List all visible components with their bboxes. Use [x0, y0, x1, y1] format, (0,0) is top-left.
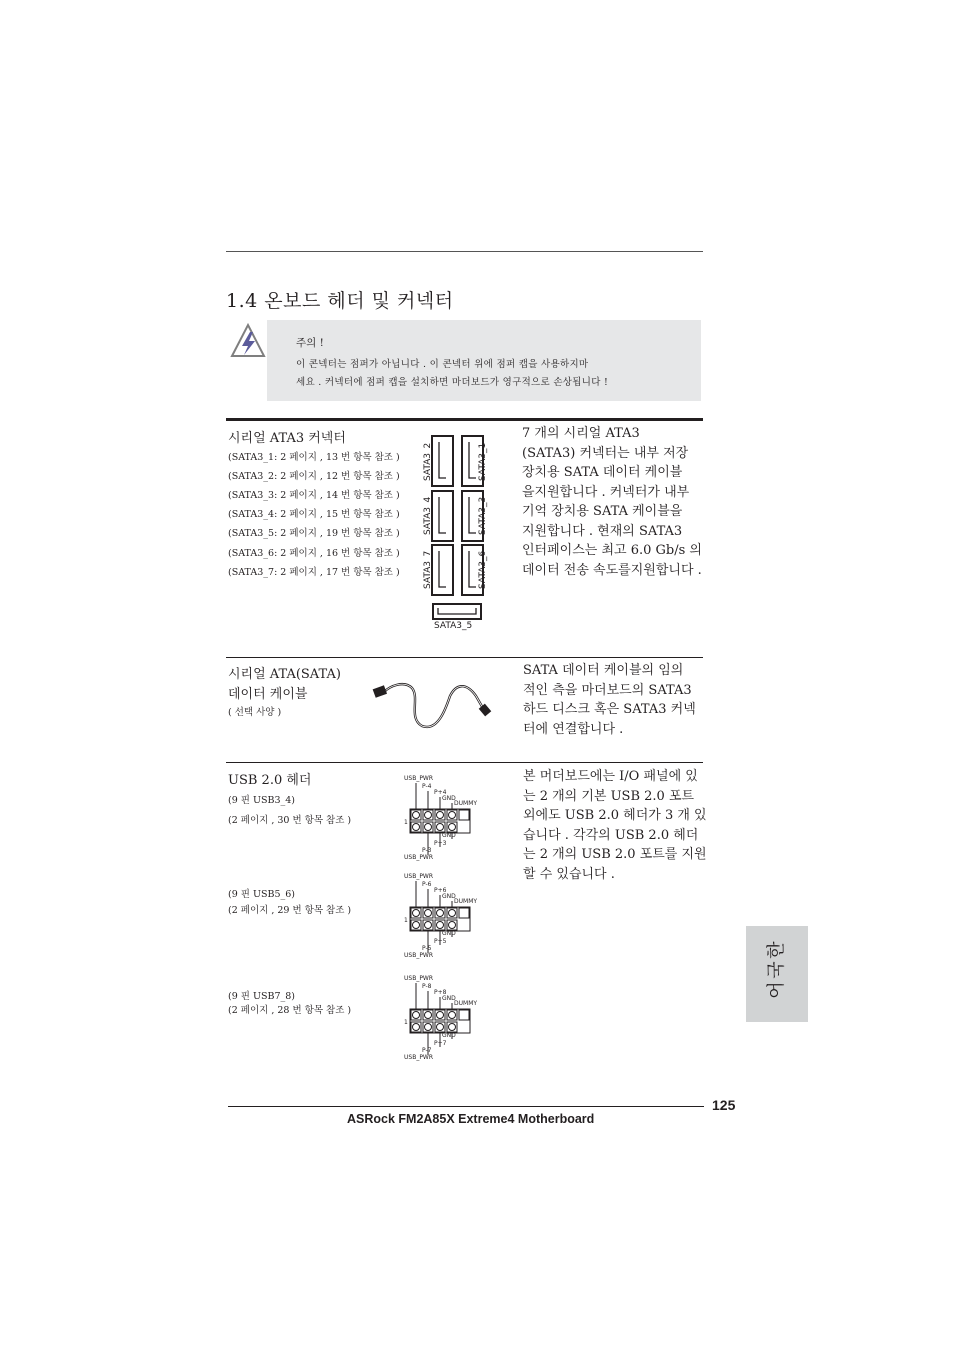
warning-icon	[228, 322, 268, 358]
cable-note: ( 선택 사양 )	[228, 707, 282, 718]
sata-port-label: SATA3_7	[423, 550, 433, 589]
pin-one-mark: 1	[404, 819, 408, 826]
sata-ref: (SATA3_6: 2 페이지 , 16 번 항목 참조 )	[228, 548, 400, 559]
caution-title: 주의 !	[296, 337, 324, 349]
page-number: 125	[712, 1097, 736, 1113]
usb-description: 본 머더보드에는 I/O 패널에 있 는 2 개의 기본 USB 2.0 포트 외에도 USB 2.0 헤더가 3 개 있 습니다 . 각각의 USB 2.0 헤더 는 2 개의 USB 2.0 포트를 지원 할 수 있습니다 .	[523, 769, 707, 882]
usb-group-name: (9 핀 USB5_6)	[228, 889, 296, 900]
section-divider	[226, 418, 703, 421]
sata-ref: (SATA3_3: 2 페이지 , 14 번 항목 참조 )	[228, 490, 400, 501]
section-divider	[226, 657, 703, 658]
sata-port-label: SATA3_6	[478, 550, 488, 589]
sata-port-label: SATA3_5	[434, 621, 473, 631]
sata-ref: (SATA3_1: 2 페이지 , 13 번 항목 참조 )	[228, 452, 400, 463]
sata-description: 7 개의 시리얼 ATA3 (SATA3) 커넥터는 내부 저장 장치용 SATA 데이터 케이블 을지원합니다 . 커넥터가 내부 기억 장치용 SATA 케이블을 지원합니다 . 현재의 SATA3 인터페이스는 최고 6.0 Gb/s 의 데이터 전송 속도를지원합니다 .	[522, 426, 702, 578]
cable-heading-2: 데이터 케이블	[228, 687, 308, 702]
usb-pin-grid	[404, 775, 514, 865]
section-title: 1.4 온보드 헤더 및 커넥터	[226, 290, 454, 312]
usb-header-diagram: USB_PWR P-4 P+4 GND DUMMY 1 GND P+3 P-3 USB_PWR	[404, 775, 514, 865]
section-divider	[226, 762, 703, 763]
sata-port-label: SATA3_3	[478, 496, 488, 535]
usb-group-name: (9 핀 USB3_4)	[228, 795, 296, 806]
sata-port-label: SATA3_2	[423, 442, 433, 481]
sata-ref: (SATA3_5: 2 페이지 , 19 번 항목 참조 )	[228, 528, 400, 539]
caution-text-1: 이 콘넥터는 점퍼가 아닙니다 . 이 콘넥터 위에 점퍼 캡을 사용하지마	[296, 359, 589, 370]
top-rule	[226, 251, 703, 252]
usb-header-diagram: USB_PWR P-6 P+6 GND DUMMY 1 GND P+5 P-5 USB_PWR	[404, 873, 514, 963]
usb-heading: USB 2.0 헤더	[228, 773, 312, 788]
sata-port-label: SATA3_1	[478, 442, 488, 481]
sata-port-5-diagram	[432, 603, 484, 621]
sata-cable-image	[370, 668, 496, 732]
footer-product: ASRock FM2A85X Extreme4 Motherboard	[347, 1112, 595, 1126]
usb-group-ref: (2 페이지 , 29 번 항목 참조 )	[228, 905, 352, 916]
sata-port-label: SATA3_4	[423, 496, 433, 535]
pin-one-mark: 1	[404, 1019, 408, 1026]
sata-ref: (SATA3_4: 2 페이지 , 15 번 항목 참조 )	[228, 509, 400, 520]
usb-pin-grid	[404, 873, 514, 963]
sata-ref: (SATA3_2: 2 페이지 , 12 번 항목 참조 )	[228, 471, 400, 482]
usb-group-ref: (2 페이지 , 30 번 항목 참조 )	[228, 815, 352, 826]
caution-text-2: 세요 . 커넥터에 점퍼 캡을 설치하면 마더보드가 영구적으로 손상됩니다 !	[296, 377, 609, 388]
sata-heading: 시리얼 ATA3 커넥터	[228, 431, 346, 446]
usb-header-diagram: USB_PWR P-8 P+8 GND DUMMY 1 GND P+7 P-7 USB_PWR	[404, 975, 514, 1065]
usb-group-name: (9 핀 USB7_8)	[228, 991, 296, 1002]
pin-one-mark: 1	[404, 917, 408, 924]
footer-rule	[228, 1106, 704, 1107]
sata-ref: (SATA3_7: 2 페이지 , 17 번 항목 참조 )	[228, 567, 400, 578]
cable-description: SATA 데이터 케이블의 임의 적인 측을 마더보드의 SATA3 하드 디스크 혹은 SATA3 커넥 터에 연결합니다 .	[523, 663, 696, 737]
language-tab-label: 한 국 어	[766, 941, 787, 999]
usb-group-ref: (2 페이지 , 28 번 항목 참조 )	[228, 1005, 352, 1016]
cable-heading-1: 시리얼 ATA(SATA)	[228, 667, 341, 682]
usb-pin-grid	[404, 975, 514, 1065]
